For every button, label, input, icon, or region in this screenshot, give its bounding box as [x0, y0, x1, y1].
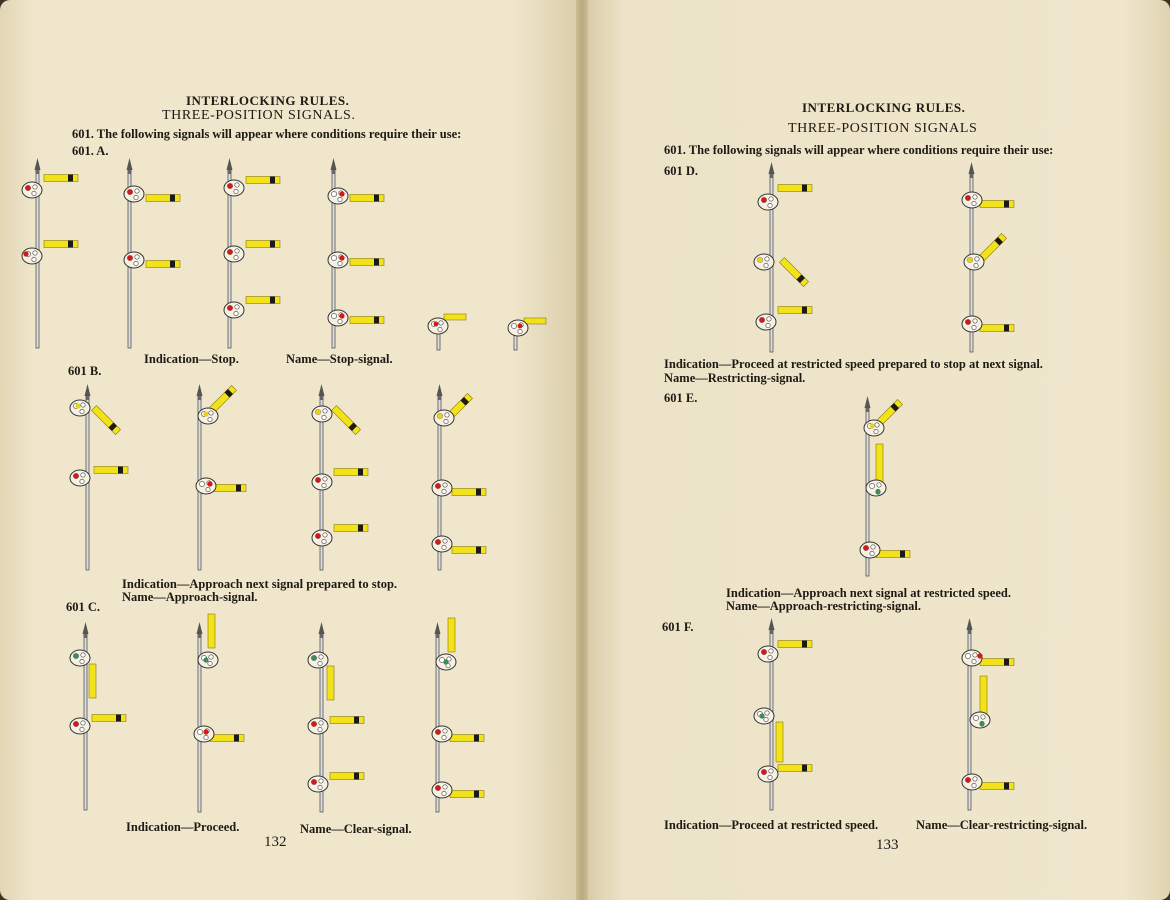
section-label-601d: 601 D.	[664, 164, 699, 178]
section-label-601e: 601 E.	[664, 391, 698, 405]
signal-601a-3	[212, 150, 292, 355]
caption-601e-name: Name—Approach-restricting-signal.	[726, 599, 922, 613]
right-page-subheading: THREE-POSITION SIGNALS	[788, 121, 978, 136]
signal-601d-1	[750, 160, 830, 360]
caption-601d-indication: Indication—Proceed at restricted speed prepared to stop at next signal.	[664, 357, 1043, 371]
dwarf-signal-601a-1	[424, 300, 474, 355]
section-label-601b: 601 B.	[68, 364, 102, 378]
intro-text: The following signals will appear where conditions require their use:	[688, 143, 1054, 157]
dwarf-signal-601a-2	[504, 306, 554, 356]
signal-601a-2	[112, 150, 192, 355]
left-page	[0, 0, 582, 900]
left-page-subheading: THREE-POSITION SIGNALS.	[162, 108, 356, 123]
caption-601a-indication: Indication—Stop.	[144, 352, 239, 366]
signal-601b-1	[64, 378, 144, 578]
signal-601c-4	[422, 612, 502, 822]
signal-601d-2	[952, 160, 1032, 360]
signal-601c-1	[62, 620, 142, 820]
section-label-601f: 601 F.	[662, 620, 694, 634]
caption-601f-name: Name—Clear-restricting-signal.	[916, 818, 1088, 832]
book-gutter	[576, 0, 588, 900]
caption-601a-name: Name—Stop-signal.	[286, 352, 393, 366]
rule-number: 601.	[72, 127, 94, 141]
section-label-601a: 601. A.	[72, 144, 109, 158]
caption-601b-indication: Indication—Approach next signal prepared to stop.	[122, 577, 398, 591]
caption-601d-name: Name—Restricting-signal.	[664, 371, 806, 385]
signal-601a-1	[10, 150, 90, 355]
right-page	[582, 0, 1170, 900]
section-label-601c: 601 C.	[66, 600, 101, 614]
caption-601e-indication: Indication—Approach next signal at restricted speed.	[726, 586, 1011, 600]
signal-601f-1	[750, 616, 830, 816]
signal-601c-3	[300, 620, 380, 820]
left-page-heading: INTERLOCKING RULES.	[186, 93, 350, 108]
rule-number: 601.	[664, 143, 686, 157]
caption-601c-indication: Indication—Proceed.	[126, 820, 240, 834]
caption-601b-name: Name—Approach-signal.	[122, 590, 258, 604]
signal-601b-3	[304, 378, 384, 578]
signal-601c-2	[180, 612, 260, 822]
right-page-intro-line	[664, 143, 1053, 158]
signal-601b-2	[184, 378, 264, 578]
signal-601f-2	[952, 616, 1032, 816]
caption-601f-indication: Indication—Proceed at restricted speed.	[664, 818, 879, 832]
right-page-heading: INTERLOCKING RULES.	[802, 100, 966, 115]
signal-601a-4	[316, 150, 396, 355]
signal-601e-1	[850, 388, 930, 588]
page-number-left: 132	[264, 834, 287, 850]
page-number-right: 133	[876, 837, 899, 853]
intro-text: The following signals will appear where conditions require their use:	[96, 127, 462, 141]
caption-601c-name: Name—Clear-signal.	[300, 822, 412, 836]
left-page-intro-line	[72, 127, 461, 142]
signal-601b-4	[422, 378, 502, 578]
